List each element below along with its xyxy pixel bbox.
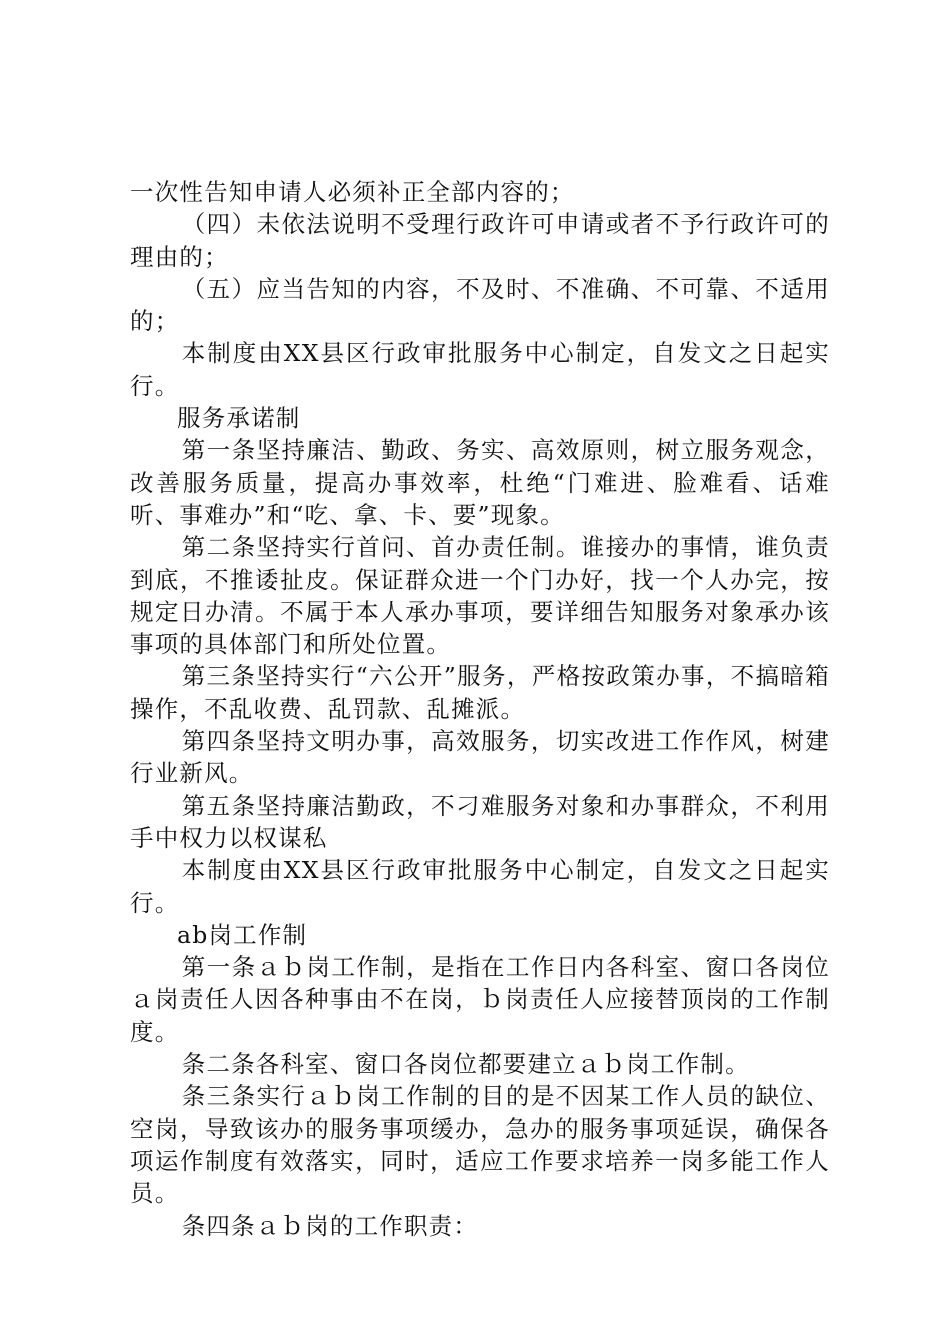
paragraph: 一次性告知申请人必须补正全部内容的； [130, 178, 575, 206]
section-heading: 服务承诺制 [177, 404, 301, 433]
paragraph: 条四条ａｂ岗的工作职责： [181, 1211, 479, 1240]
paragraph: 条二条各科室、窗口各岗位都要建立ａｂ岗工作制。 [181, 1050, 750, 1079]
paragraph: （五）应当告知的内容，不及时、不准确、不可靠、不适用的； [130, 274, 830, 336]
paragraph: 第一条ａｂ岗工作制，是指在工作日内各科室、窗口各岗位ａ岗责任人因各种事由不在岗，ｂ岗责任人应接替顶岗的工作制度。 [130, 953, 830, 1046]
paragraph: 本制度由XX县区行政审批服务中心制定，自发文之日起实行。 [130, 339, 830, 400]
paragraph: 第三条坚持实行“六公开”服务，严格按政策办事，不搞暗箱操作，不乱收费、乱罚款、乱摊派。 [130, 662, 830, 723]
paragraph: 第一条坚持廉洁、勤政、务实、高效原则，树立服务观念，改善服务质量，提高办事效率，杜绝“门难进、脸难看、话难听、事难办”和“吃、拿、卡、要”现象。 [130, 436, 830, 529]
paragraph: 本制度由XX县区行政审批服务中心制定，自发文之日起实行。 [130, 856, 830, 917]
paragraph: 第四条坚持文明办事，高效服务，切实改进工作作风，树建行业新风。 [130, 727, 830, 788]
document-body [130, 176, 830, 1242]
section-heading: ab岗工作制 [177, 920, 308, 949]
paragraph: 第五条坚持廉洁勤政，不刁难服务对象和办事群众，不利用手中权力以权谋私 [130, 791, 830, 852]
paragraph: 条三条实行ａｂ岗工作制的目的是不因某工作人员的缺位、空岗，导致该办的服务事项缓办，急办的服务事项延误，确保各项运作制度有效落实，同时，适应工作要求培养一岗多能工作人员。 [130, 1082, 830, 1208]
paragraph: 第二条坚持实行首问、首办责任制。谁接办的事情，谁负责到底，不推诿扯皮。保证群众进一个门办好，找一个人办完，按规定日办清。不属于本人承办事项，要详细告知服务对象承办该事项的具体部门和所处位置。 [130, 533, 830, 659]
paragraph: （四）未依法说明不受理行政许可申请或者不予行政许可的理由的； [130, 210, 830, 271]
